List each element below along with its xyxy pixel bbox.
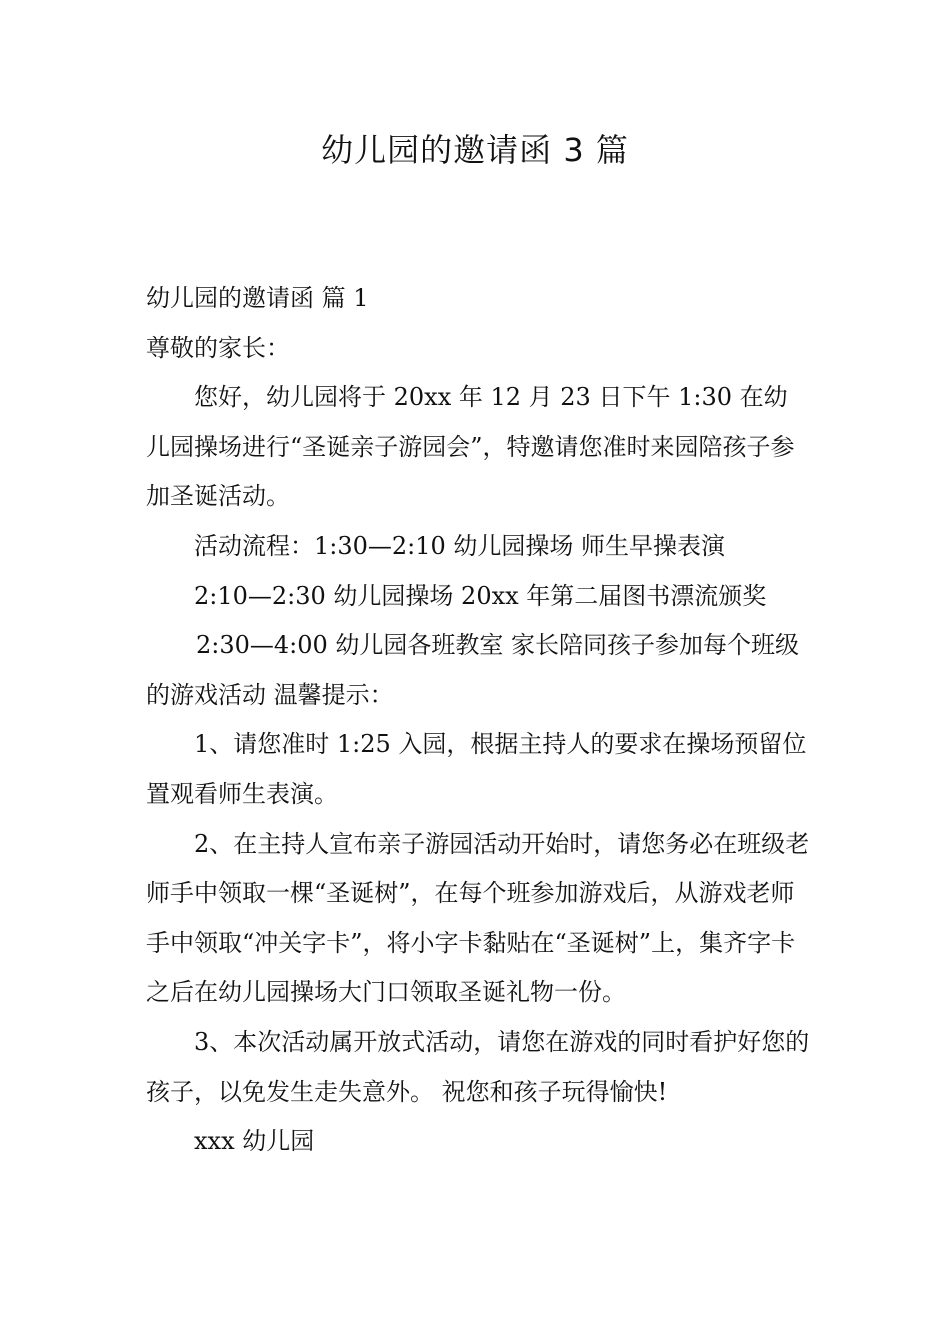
section-heading: 幼儿园的邀请函 篇 1 <box>146 284 369 312</box>
schedule-line-2: 2:10—2:30 幼儿园操场 20xx 年第二届图书漂流颁奖 <box>194 581 767 610</box>
document-body <box>146 274 810 1167</box>
tip-2: 2、在主持人宣布亲子游园活动开始时，请您务必在班级老师手中领取一棵“圣诞树”，在每个班参加游戏后，从游戏老师手中领取“冲关字卡”，将小字卡黏贴在“圣诞树”上，集齐字卡之后在幼儿园操场大门口领取圣诞礼物一份。 <box>146 829 810 1007</box>
intro-paragraph: 您好，幼儿园将于 20xx 年 12 月 23 日下午 1:30 在幼儿园操场进行“圣诞亲子游园会”，特邀请您准时来园陪孩子参加圣诞活动。 <box>146 383 795 511</box>
salutation: 尊敬的家长： <box>146 333 290 362</box>
tip-3: 3、本次活动属开放式活动，请您在游戏的同时看护好您的孩子，以免发生走失意外。 祝您和孩子玩得愉快! <box>146 1027 810 1106</box>
tip-1: 1、请您准时 1:25 入园，根据主持人的要求在操场预留位置观看师生表演。 <box>146 730 807 808</box>
document-title: 幼儿园的邀请函 3 篇 <box>321 131 629 169</box>
schedule-line-3: 2:30—4:00 幼儿园各班教室 家长陪同孩子参加每个班级的游戏活动 温馨提示： <box>146 631 800 709</box>
signature: xxx 幼儿园 <box>194 1127 315 1156</box>
schedule-line-1: 活动流程：1:30—2:10 幼儿园操场 师生早操表演 <box>194 531 726 560</box>
